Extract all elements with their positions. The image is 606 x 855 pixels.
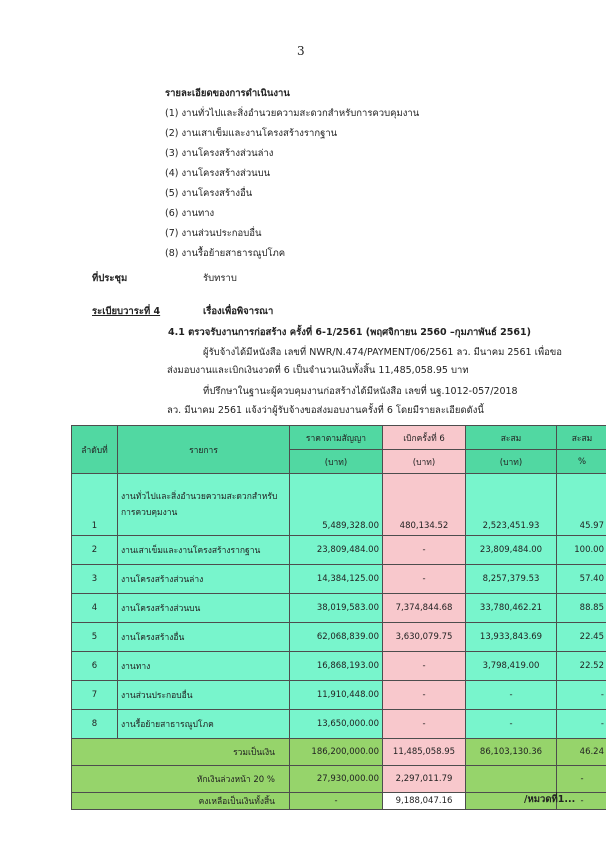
advance-contract: 27,930,000.00 <box>290 766 383 793</box>
row-accum: 23,809,484.00 <box>466 536 557 565</box>
header-withdraw: เบิกครั้งที่ 6 <box>383 426 466 450</box>
table-row <box>72 681 606 710</box>
row-item: งานโครงสร้างส่วนล่าง <box>118 565 290 594</box>
row-no: 7 <box>72 681 118 710</box>
row-accum: 13,933,843.69 <box>466 623 557 652</box>
advance-label: หักเงินล่วงหน้า 20 % <box>72 766 290 793</box>
row-item: งานโครงสร้างส่วนบน <box>118 594 290 623</box>
table-row <box>72 565 606 594</box>
row-pct: 100.00 <box>557 536 606 565</box>
row-no: 3 <box>72 565 118 594</box>
row-withdraw: - <box>383 565 466 594</box>
row-withdraw: 7,374,844.68 <box>383 594 466 623</box>
row-pct: 57.40 <box>557 565 606 594</box>
agenda-label: ระเบียบวาระที่ 4 <box>92 306 161 317</box>
row-withdraw: 3,630,079.75 <box>383 623 466 652</box>
row-item: งานเสาเข็มและงานโครงสร้างรากฐาน <box>118 536 290 565</box>
details-list-item: (3) งานโครงสร้างส่วนล่าง <box>165 148 274 159</box>
total-row <box>72 739 606 766</box>
header-no: ลำดับที่ <box>72 426 118 474</box>
row-no: 4 <box>72 594 118 623</box>
details-list-item: (6) งานทาง <box>165 208 215 219</box>
row-contract: 11,910,448.00 <box>290 681 383 710</box>
advance-row <box>72 766 606 793</box>
row-pct: 45.97 <box>557 474 606 536</box>
row-accum: - <box>466 681 557 710</box>
row-contract: 38,019,583.00 <box>290 594 383 623</box>
advance-accum <box>466 766 557 793</box>
header-contract-unit: (บาท) <box>290 450 383 474</box>
details-list-item: (5) งานโครงสร้างอื่น <box>165 188 253 199</box>
meeting-label: ที่ประชุม <box>92 273 128 284</box>
header-accum: สะสม <box>466 426 557 450</box>
row-pct: 22.45 <box>557 623 606 652</box>
row-no: 1 <box>72 474 118 536</box>
paragraph-line: ลว. มีนาคม 2561 แจ้งว่าผู้รับจ้างขอส่งมอบงานครั้งที่ 6 โดยมีรายละเอียดดังนี้ <box>167 405 484 416</box>
table-row <box>72 474 606 536</box>
row-no: 2 <box>72 536 118 565</box>
row-item: งานทาง <box>118 652 290 681</box>
total-label: รวมเป็นเงิน <box>72 739 290 766</box>
details-list-item: (8) งานรื้อย้ายสาธารณูปโภค <box>165 248 286 259</box>
row-accum: 33,780,462.21 <box>466 594 557 623</box>
header-withdraw-unit: (บาท) <box>383 450 466 474</box>
details-list-item: (1) งานทั่วไปและสิ่งอำนวยความสะดวกสำหรับการควบคุมงาน <box>165 108 420 119</box>
row-no: 5 <box>72 623 118 652</box>
total-withdraw: 11,485,058.95 <box>383 739 466 766</box>
table-row <box>72 652 606 681</box>
row-pct: - <box>557 681 606 710</box>
row-accum: 8,257,379.53 <box>466 565 557 594</box>
row-accum: 2,523,451.93 <box>466 474 557 536</box>
row-pct: 88.85 <box>557 594 606 623</box>
row-withdraw: 480,134.52 <box>383 474 466 536</box>
remain-label: คงเหลือเป็นเงินทั้งสิ้น <box>72 793 290 810</box>
row-withdraw: - <box>383 536 466 565</box>
row-contract: 16,868,193.00 <box>290 652 383 681</box>
row-contract: 62,068,839.00 <box>290 623 383 652</box>
advance-withdraw: 2,297,011.79 <box>383 766 466 793</box>
row-item: งานรื้อย้ายสาธารณูปโภค <box>118 710 290 739</box>
total-pct: 46.24 <box>557 739 606 766</box>
table-row <box>72 710 606 739</box>
row-item: งานส่วนประกอบอื่น <box>118 681 290 710</box>
header-item: รายการ <box>118 426 290 474</box>
remain-pct: - <box>557 793 606 810</box>
remain-withdraw: 9,188,047.16 <box>383 793 466 810</box>
row-accum: 3,798,419.00 <box>466 652 557 681</box>
table-row <box>72 594 606 623</box>
section-title: 4.1 ตรวจรับงานการก่อสร้าง ครั้งที่ 6-1/2561 (พฤศจิกายน 2560 –กุมภาพันธ์ 2561) <box>168 327 531 338</box>
row-no: 6 <box>72 652 118 681</box>
next-section-marker: /หมวดที่1... <box>524 794 576 805</box>
details-heading: รายละเอียดของการดำเนินงาน <box>165 88 290 99</box>
withdrawal-table <box>71 425 606 810</box>
header-pct-unit: % <box>557 450 606 474</box>
row-contract: 23,809,484.00 <box>290 536 383 565</box>
row-no: 8 <box>72 710 118 739</box>
row-pct: 22.52 <box>557 652 606 681</box>
header-pct: สะสม <box>557 426 606 450</box>
total-contract: 186,200,000.00 <box>290 739 383 766</box>
details-list-item: (7) งานส่วนประกอบอื่น <box>165 228 262 239</box>
paragraph-line: ส่งมอบงานและเบิกเงินงวดที่ 6 เป็นจำนวนเงินทั้งสิ้น 11,485,058.95 บาท <box>167 365 469 376</box>
agenda-title: เรื่องเพื่อพิจารณา <box>203 306 274 317</box>
advance-pct: - <box>557 766 606 793</box>
paragraph-line: ที่ปรึกษาในฐานะผู้ควบคุมงานก่อสร้างได้มีหนังสือ เลขที่ นฐ.1012-057/2018 <box>203 386 518 397</box>
table-header-row <box>72 426 606 450</box>
row-item: งานโครงสร้างอื่น <box>118 623 290 652</box>
details-list-item: (4) งานโครงสร้างส่วนบน <box>165 168 271 179</box>
header-contract: ราคาตามสัญญา <box>290 426 383 450</box>
page-number: 3 <box>297 44 305 58</box>
row-contract: 5,489,328.00 <box>290 474 383 536</box>
total-accum: 86,103,130.36 <box>466 739 557 766</box>
table-row <box>72 623 606 652</box>
row-accum: - <box>466 710 557 739</box>
row-pct: - <box>557 710 606 739</box>
row-contract: 14,384,125.00 <box>290 565 383 594</box>
row-item: งานทั่วไปและสิ่งอำนวยความสะดวกสำหรับการควบคุมงาน <box>118 474 290 536</box>
header-accum-unit: (บาท) <box>466 450 557 474</box>
row-withdraw: - <box>383 652 466 681</box>
paragraph-line: ผู้รับจ้างได้มีหนังสือ เลขที่ NWR/N.474/PAYMENT/06/2561 ลว. มีนาคม 2561 เพื่อขอ <box>203 347 562 358</box>
row-withdraw: - <box>383 681 466 710</box>
row-contract: 13,650,000.00 <box>290 710 383 739</box>
meeting-value: รับทราบ <box>203 273 237 284</box>
details-list-item: (2) งานเสาเข็มและงานโครงสร้างรากฐาน <box>165 128 338 139</box>
table-row <box>72 536 606 565</box>
remain-contract: - <box>290 793 383 810</box>
row-withdraw: - <box>383 710 466 739</box>
